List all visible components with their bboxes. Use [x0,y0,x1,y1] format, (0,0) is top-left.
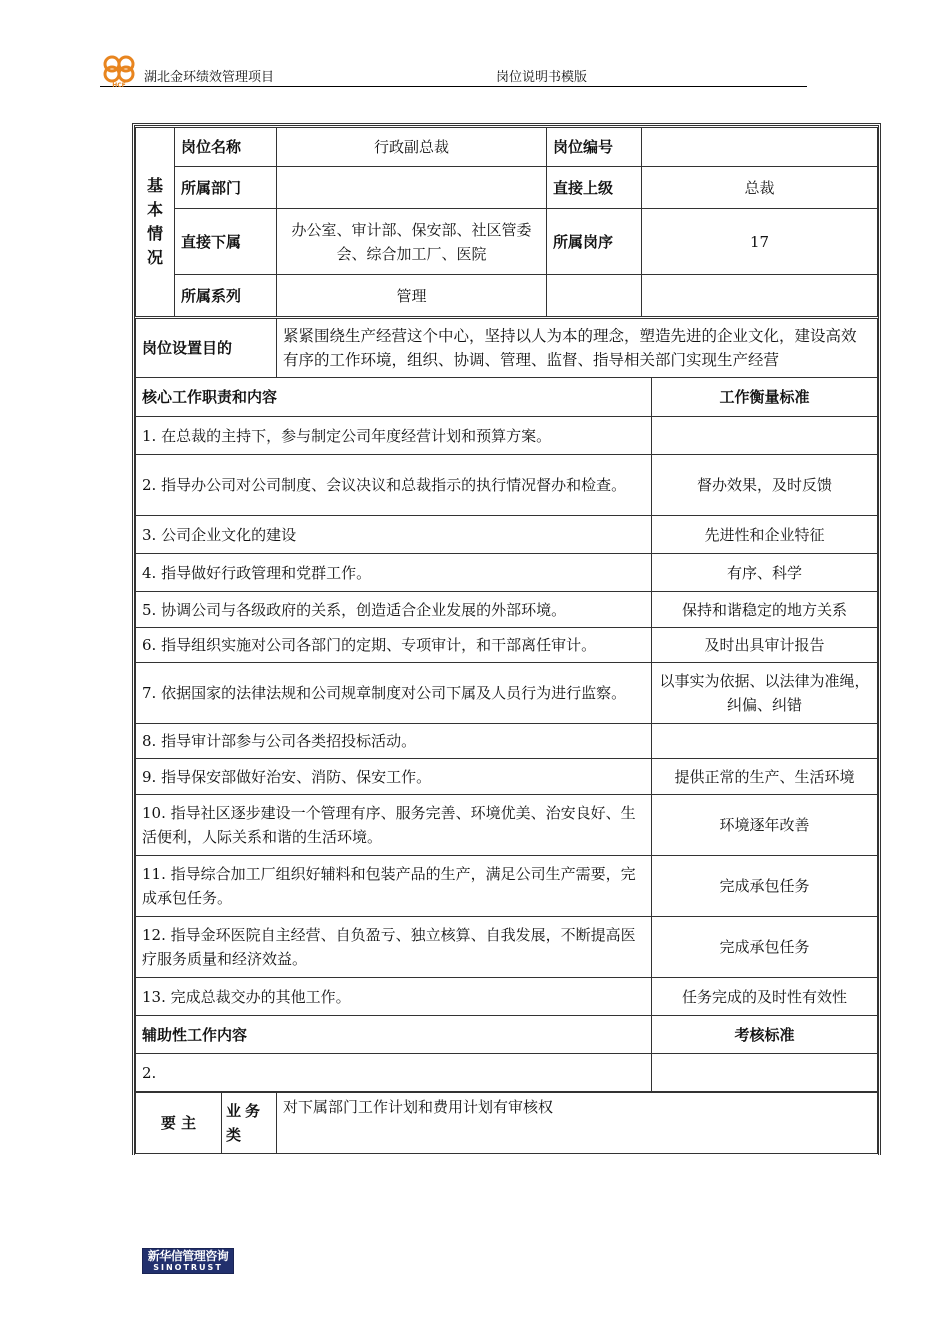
table-row [136,978,878,1016]
duty-cell: 8. 指导审计部参与公司各类招投标活动。 [136,724,652,759]
standard-cell [652,724,878,759]
core-duties-header: 核心工作职责和内容 [136,378,652,417]
standard-cell: 以事实为依据、以法律为准绳，纠偏、纠错 [652,663,878,724]
duty-cell: 9. 指导保安部做好治安、消防、保安工作。 [136,759,652,795]
duty-cell: 1. 在总裁的主持下，参与制定公司年度经营计划和预算方案。 [136,417,652,455]
table-row [136,759,878,795]
label-position-code: 岗位编号 [547,128,642,167]
table-row [136,628,878,663]
table-row [136,724,878,759]
document-title: 岗位说明书模版 [496,70,588,85]
table-row [136,1092,878,1154]
value-position-code [642,128,878,167]
standard-cell: 环境逐年改善 [652,795,878,856]
company-logo [100,54,138,88]
empty-cell [642,275,878,317]
duty-cell: 5. 协调公司与各级政府的关系，创造适合企业发展的外部环境。 [136,592,652,628]
duties-table [135,377,878,1093]
footer-logo-sub: SINOTRUST [153,1263,223,1272]
authority-section-label: 要 主 [136,1092,222,1154]
footer-logo [142,1248,234,1274]
table-row [136,663,878,724]
value-department [277,167,547,209]
label-position-name: 岗位名称 [175,128,277,167]
duty-cell: 6. 指导组织实施对公司各部门的定期、专项审计，和干部离任审计。 [136,628,652,663]
value-purpose: 紧紧围绕生产经营这个中心，坚持以人为本的理念，塑造先进的企业文化，建设高效有序的工作环境，组织、协调、管理、监督、指导相关部门实现生产经营 [277,319,878,378]
table-row [136,856,878,917]
page-header [100,52,807,87]
svg-text:HCF: HCF [112,82,126,88]
standard-cell: 完成承包任务 [652,917,878,978]
table-row [136,592,878,628]
label-position-rank: 所属岗序 [547,209,642,275]
table-row [136,455,878,516]
value-position-rank: 17 [642,209,878,275]
footer-logo-name: 新华信管理咨询 [147,1249,229,1263]
standard-cell [652,417,878,455]
table-row [136,128,878,167]
label-purpose: 岗位设置目的 [136,319,277,378]
table-row [136,795,878,856]
standard-cell: 及时出具审计报告 [652,628,878,663]
standard-cell: 任务完成的及时性有效性 [652,978,878,1016]
duty-cell: 7. 依据国家的法律法规和公司规章制度对公司下属及人员行为进行监察。 [136,663,652,724]
value-subordinates: 办公室、审计部、保安部、社区管委会、综合加工厂、医院 [277,209,547,275]
table-row [136,167,878,209]
standard-cell: 有序、科学 [652,554,878,592]
label-department: 所属部门 [175,167,277,209]
label-supervisor: 直接上级 [547,167,642,209]
authority-type-label: 业务类 [222,1092,277,1154]
standard-cell: 先进性和企业特征 [652,516,878,554]
value-position-name: 行政副总裁 [277,128,547,167]
authority-text: 对下属部门工作计划和费用计划有审核权 [277,1092,878,1154]
section-label-basic: 基本情况 [136,128,175,317]
duty-cell: 4. 指导做好行政管理和党群工作。 [136,554,652,592]
duty-cell: 12. 指导金环医院自主经营、自负盈亏、独立核算、自我发展，不断提高医疗服务质量和经济效益。 [136,917,652,978]
label-subordinates: 直接下属 [175,209,277,275]
value-supervisor: 总裁 [642,167,878,209]
duty-cell: 2. 指导办公司对公司制度、会议决议和总裁指示的执行情况督办和检查。 [136,455,652,516]
project-title: 湖北金环绩效管理项目 [144,70,275,85]
table-row [136,516,878,554]
standard-cell: 提供正常的生产、生活环境 [652,759,878,795]
aux-standard-header: 考核标准 [652,1016,878,1054]
empty-cell [547,275,642,317]
purpose-table [135,318,878,378]
table-header-row [136,378,878,417]
table-header-row [136,1016,878,1054]
authority-table [135,1091,878,1154]
duty-cell: 3. 公司企业文化的建设 [136,516,652,554]
table-row [136,209,878,275]
duty-cell: 11. 指导综合加工厂组织好辅料和包装产品的生产，满足公司生产需要，完成承包任务。 [136,856,652,917]
duty-cell: 13. 完成总裁交办的其他工作。 [136,978,652,1016]
standard-cell: 督办效果，及时反馈 [652,455,878,516]
duty-cell: 10. 指导社区逐步建设一个管理有序、服务完善、环境优美、治安良好、生活便利，人际关系和谐的生活环境。 [136,795,652,856]
table-row [136,917,878,978]
standard-cell: 保持和谐稳定的地方关系 [652,592,878,628]
table-row [136,1054,878,1093]
table-row [136,554,878,592]
table-row [136,319,878,378]
core-standard-header: 工作衡量标准 [652,378,878,417]
standard-cell: 完成承包任务 [652,856,878,917]
label-series: 所属系列 [175,275,277,317]
aux-duties-header: 辅助性工作内容 [136,1016,652,1054]
value-series: 管理 [277,275,547,317]
table-row [136,417,878,455]
table-row [136,275,878,317]
basic-info-table [135,127,878,317]
aux-standard-cell [652,1054,878,1093]
aux-content-cell: 2. [136,1054,652,1093]
